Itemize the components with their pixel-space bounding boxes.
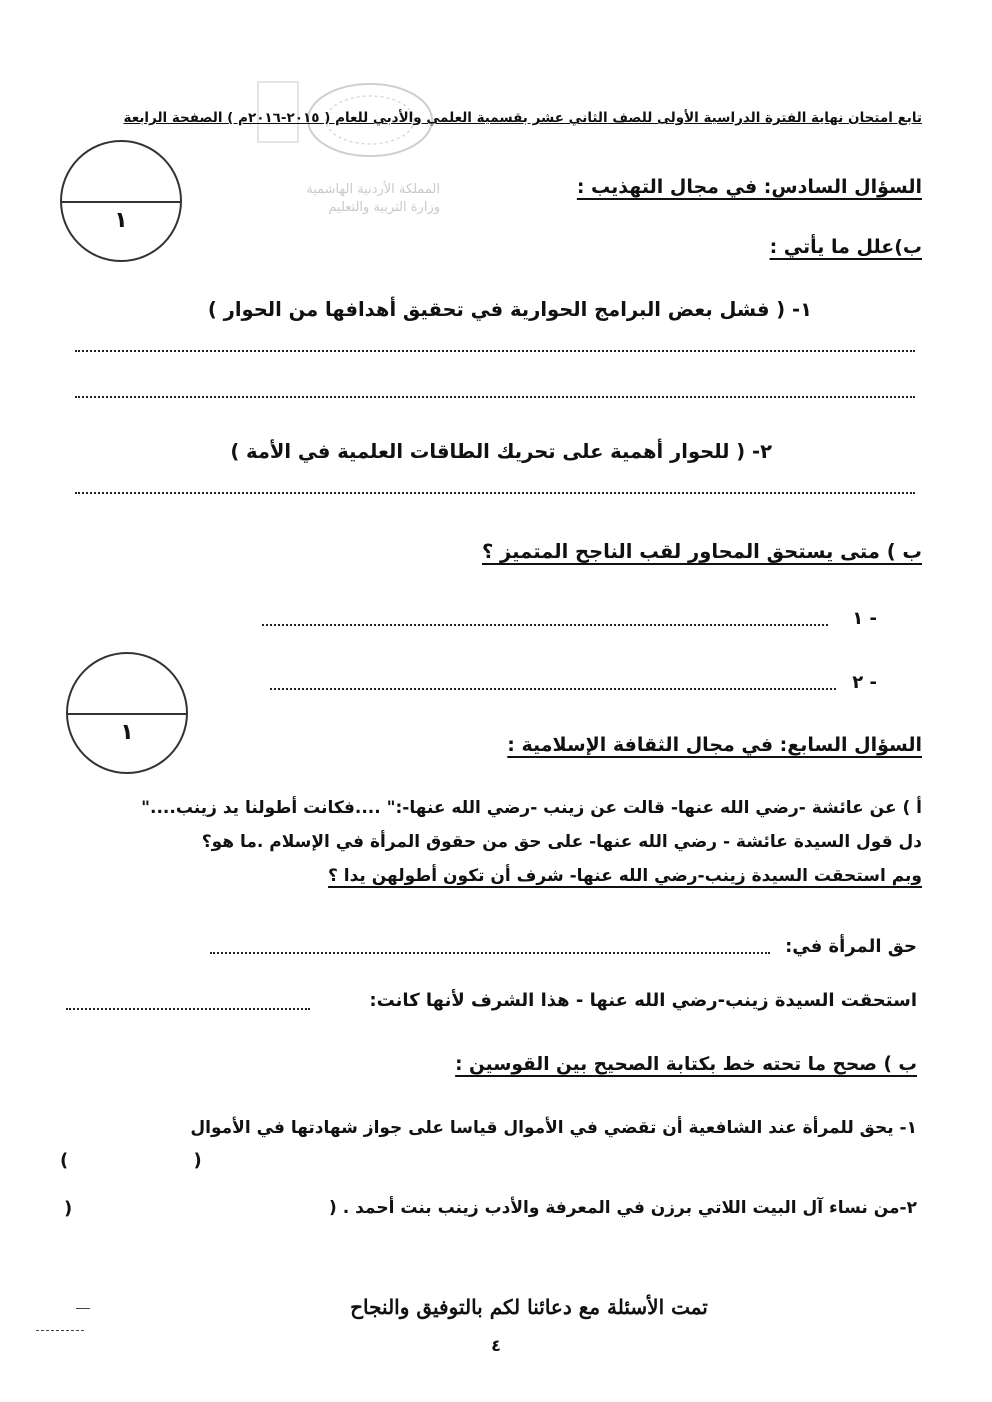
q7-item1: ١- يحق للمرأة عند الشافعية أن تقضي في الأموال قياسا على جواز شهادتها في الأموال — [190, 1118, 917, 1138]
q7-item2: ٢-من نساء آل البيت اللاتي برزن في المعرفة والأدب زينب بنت أحمد . ( — [329, 1198, 917, 1218]
scan-mark — [76, 1308, 90, 1309]
official-stamp — [250, 70, 470, 220]
seal-icon — [250, 70, 470, 220]
q7-part-b: ب ) صحح ما تحته خط بكتابة الصحيح بين القوسين : — [455, 1054, 917, 1075]
score-value: ١ — [114, 208, 128, 233]
q7-paragraph-line2: دل قول السيدة عائشة - رضي الله عنها- على حق من حقوق المرأة في الإسلام .ما هو؟ — [201, 832, 922, 852]
answer-line[interactable] — [262, 624, 828, 626]
page-number: ٤ — [491, 1336, 501, 1355]
answer-line[interactable] — [270, 688, 836, 690]
q6-part-b1-label: ب)علل ما يأتي : — [769, 236, 922, 258]
closing-message: تمت الأسئلة مع دعائنا لكم بالتوفيق والنجاح — [350, 1295, 708, 1319]
scan-mark — [36, 1330, 84, 1331]
q6-item1: ١- ( فشل بعض البرامج الحوارية في تحقيق أهدافها من الحوار ) — [207, 298, 812, 321]
answer-line[interactable] — [75, 350, 915, 352]
q6-part-b2: ب ) متى يستحق المحاور لقب الناجح المتميز ؟ — [481, 540, 922, 563]
q7-item2-paren-close[interactable]: ) — [64, 1198, 73, 1219]
q7-title: السؤال السابع: في مجال الثقافة الإسلامية : — [507, 734, 922, 756]
q7-answer-b-label: استحقت السيدة زينب-رضي الله عنها - هذا الشرف لأنها كانت: — [369, 990, 917, 1011]
q6-title: السؤال السادس: في مجال التهذيب : — [576, 176, 922, 198]
score-circle-q6 — [60, 140, 182, 262]
answer-line[interactable] — [66, 1008, 310, 1010]
answer-line[interactable] — [75, 396, 915, 398]
q7-item1-parens[interactable]: ( ) — [60, 1150, 202, 1171]
score-circle-q7 — [66, 652, 188, 774]
answer-line[interactable] — [75, 492, 915, 494]
q6-answer2-label: ٢ - — [852, 672, 877, 693]
stamp-line-2: وزارة التربية والتعليم — [328, 200, 440, 215]
q7-paragraph-line1: أ ) عن عائشة -رضي الله عنها- قالت عن زينب -رضي الله عنها-:" ....فكانت أطولنا يد زينب...." — [141, 798, 922, 818]
q6-answer1-label: ١ - — [852, 608, 877, 629]
page-header: تابع امتحان نهاية الفترة الدراسية الأولى للصف الثاني عشر بقسمية العلمي والأدبي للعام ( ٢٠١٥-٢٠١٦م ) الصفحة الرابعة — [123, 110, 922, 126]
answer-line[interactable] — [210, 952, 770, 954]
q7-paragraph-line3: وبم استحقت السيدة زينب-رضي الله عنها- شرف أن تكون أطولهن يدا ؟ — [327, 866, 922, 886]
score-value: ١ — [120, 720, 134, 745]
q7-answer-a-label: حق المرأة في: — [785, 936, 917, 957]
q6-item2: ٢- ( للحوار أهمية على تحريك الطاقات العلمية في الأمة ) — [230, 440, 772, 463]
stamp-line-1: المملكة الأردنية الهاشمية — [306, 182, 440, 197]
